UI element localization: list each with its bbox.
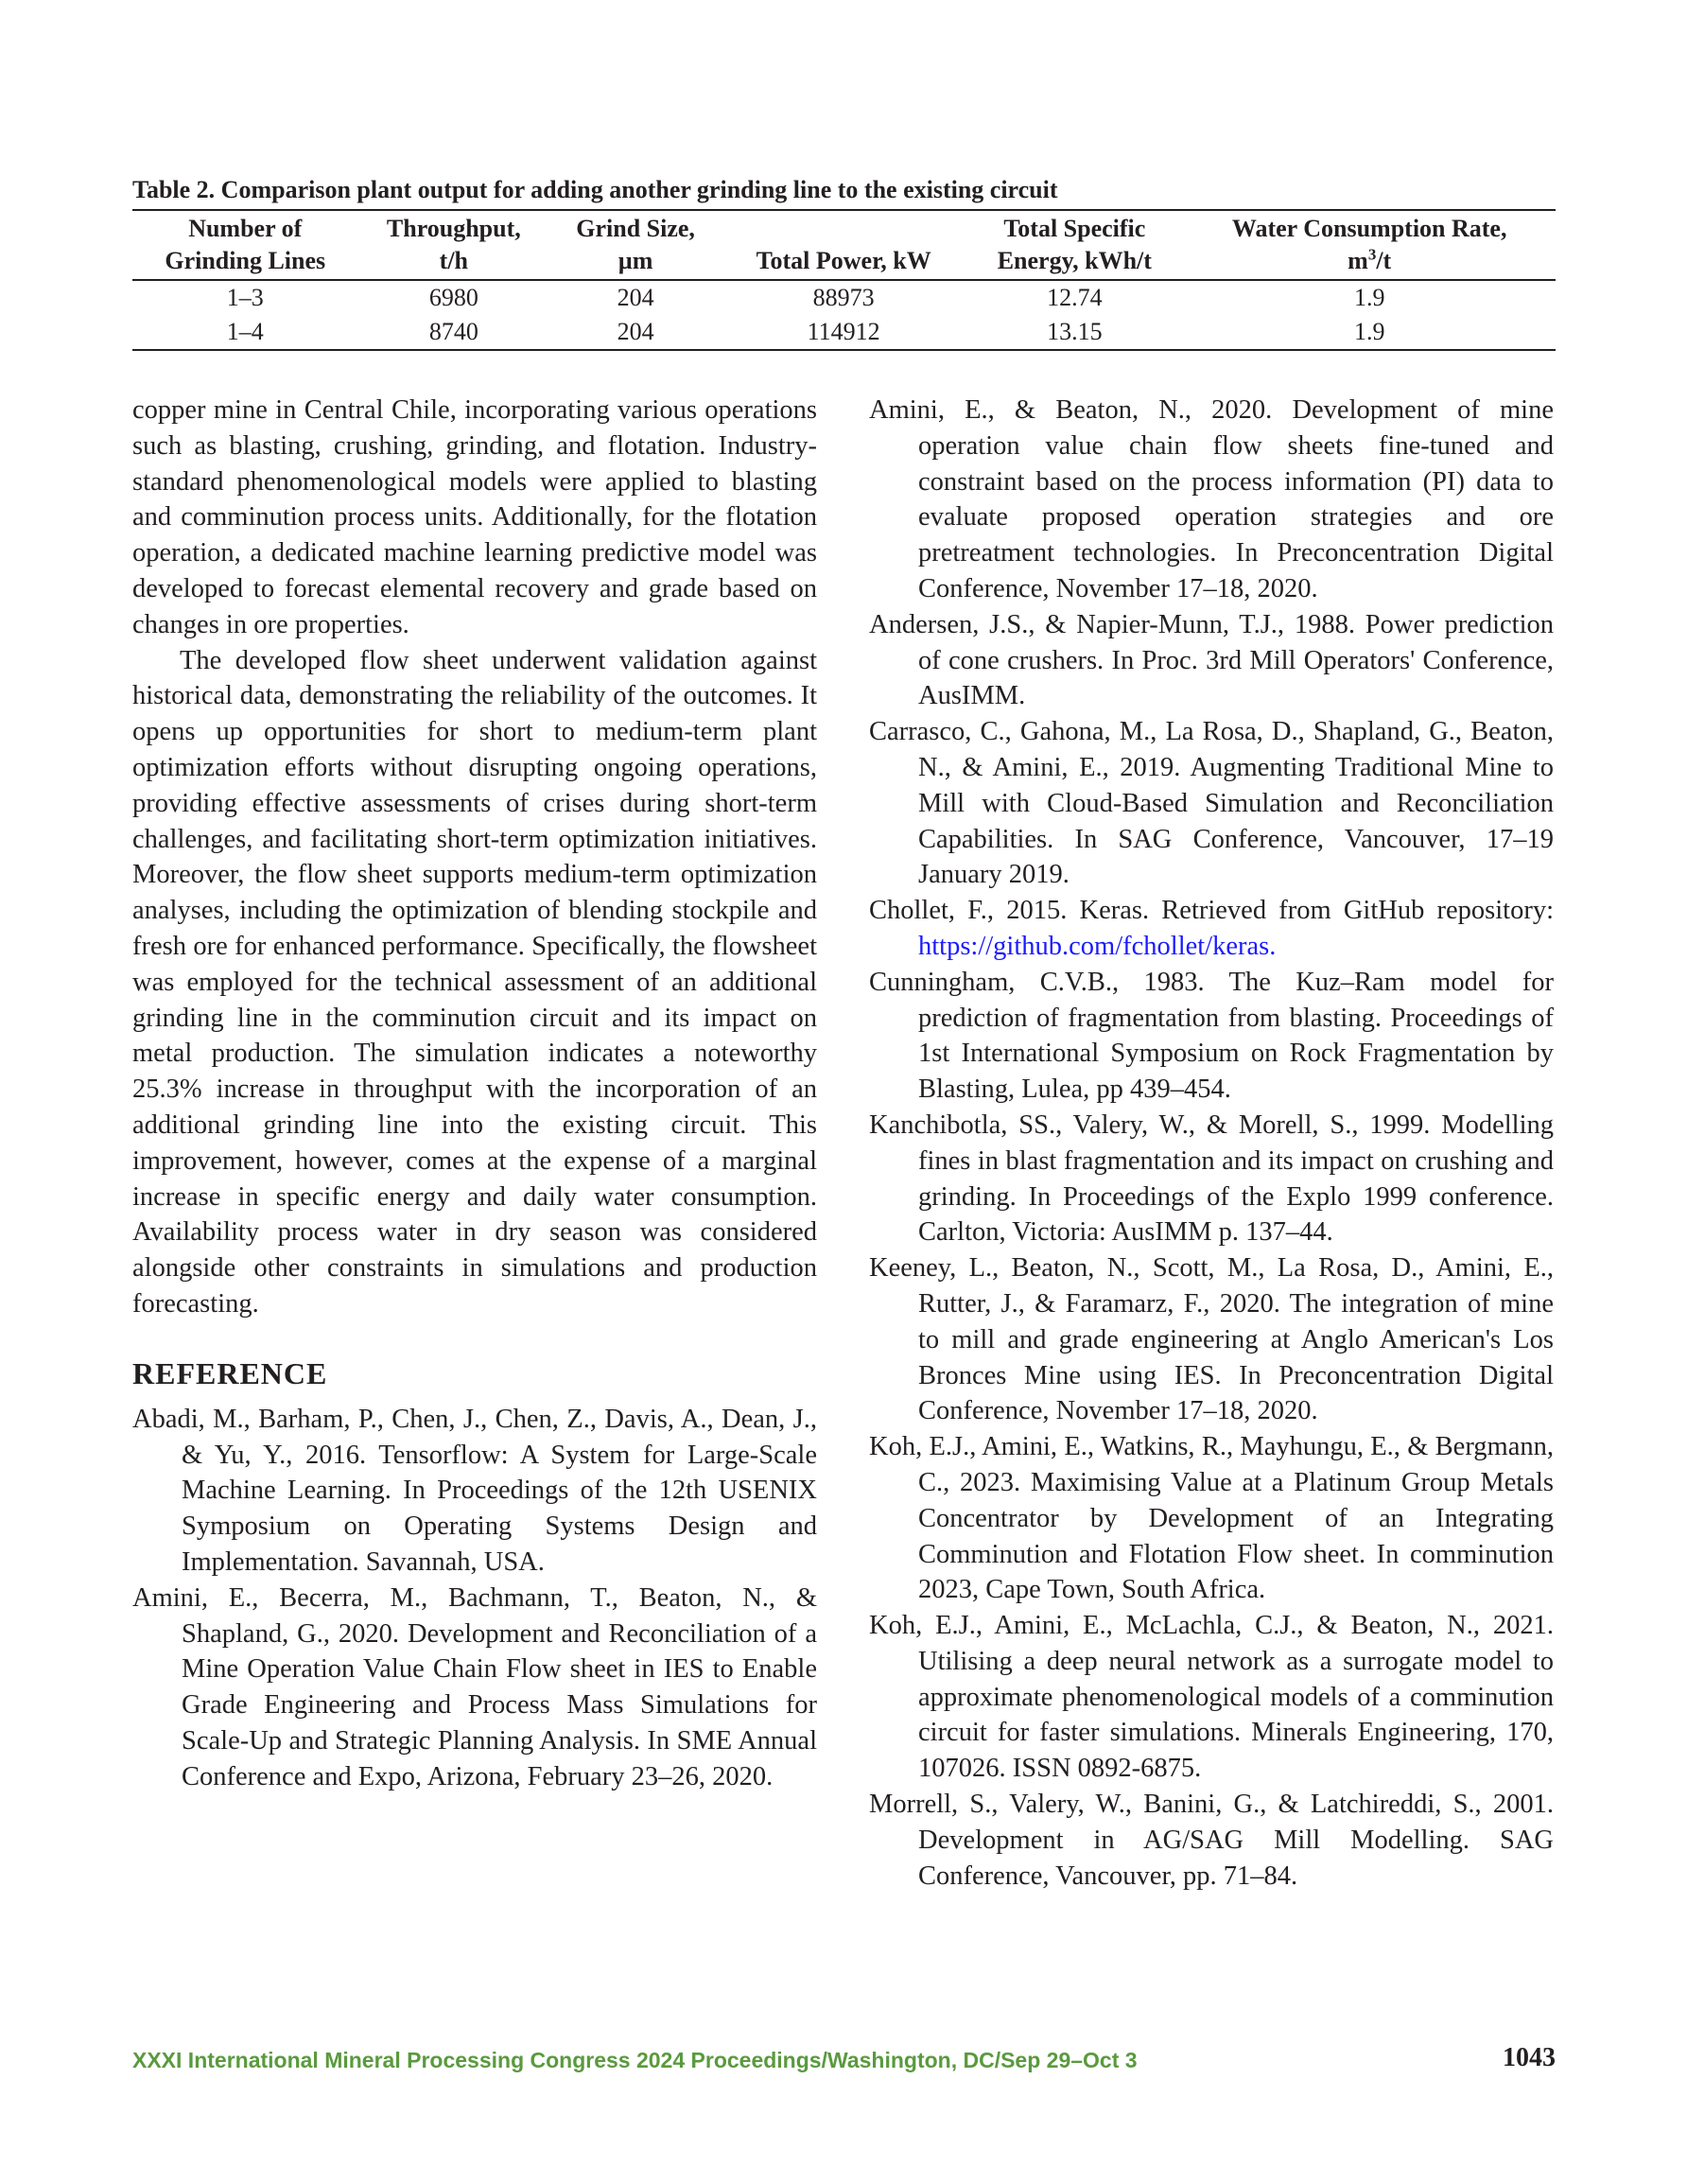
reference-entry-chollet: Chollet, F., 2015. Keras. Retrieved from GitHub repository: https://github.com/fchollet/keras.	[869, 896, 1554, 961]
table-cell: 13.15	[1047, 318, 1103, 345]
page-number: 1043	[1503, 2043, 1556, 2072]
table-row	[132, 280, 1556, 315]
table-cell: 204	[617, 318, 654, 345]
reference-entry: Keeney, L., Beaton, N., Scott, M., La Rosa, D., Amini, E., Rutter, J., & Faramarz, F., 2020. The integration of mine to mill and grade engineering at Anglo American's Los Bronces Mine using IES. In Preconcentration Digital Conference, November 17–18, 2020.	[869, 1253, 1554, 1426]
reference-entry: Amini, E., & Beaton, N., 2020. Development of mine operation value chain flow sheets fine-tuned and constraint based on the process information (PI) data to evaluate proposed operation strategies and ore pretreatment technologies. In Preconcentration Digital Conference, November 17–18, 2020.	[869, 395, 1554, 603]
table-cell: 114912	[807, 318, 880, 345]
table-cell: 6980	[428, 284, 478, 311]
footer-conference: XXXI International Mineral Processing Congress 2024 Proceedings/Washington, DC/Sep 29–Oct 3	[132, 2048, 1138, 2072]
body-paragraph: copper mine in Central Chile, incorporating various operations such as blasting, crushing, grinding, and flotation. Industry-standard phenomenological models were applied to blasting and comminution process units. Additionally, for the flotation operation, a dedicated machine learning predictive model was developed to forecast elemental recovery and grade based on changes in ore properties.	[132, 395, 817, 639]
table-cell: 1.9	[1353, 318, 1385, 345]
reference-entry: Andersen, J.S., & Napier-Munn, T.J., 1988. Power prediction of cone crushers. In Proc. 3rd Mill Operators' Conference, AusIMM.	[869, 609, 1554, 711]
header-water-consumption: Water Consumption Rate, $m^3/t$	[1231, 215, 1507, 274]
keras-github-link[interactable]: https://github.com/fchollet/keras.	[918, 931, 1277, 961]
reference-entry: Amini, E., Becerra, M., Bachmann, T., Beaton, N., & Shapland, G., 2020. Development and Reconciliation of a Mine Operation Value Chain Flow sheet in IES to Enable Grade Engineering and Process Mass Simulations for Scale-Up and Strategic Planning Analysis. In SME Annual Conference and Expo, Arizona, February 23–26, 2020.	[132, 1582, 817, 1791]
header-grind-size: Grind Size, µm	[576, 215, 695, 274]
header-throughput: Throughput, t/h	[386, 215, 521, 274]
body-paragraph: The developed flow sheet underwent validation against historical data, demonstrating the reliability of the outcomes. It opens up opportunities for short to medium-term plant optimization efforts without disrupting ongoing operations, providing effective assessments of crises during short-term challenges, and facilitating short-term optimization initiatives. Moreover, the flow sheet supports medium-term optimization analyses, including the optimization of blending stockpile and fresh ore for enhanced performance. Specifically, the flowsheet was employed for the technical assessment of an additional grinding line in the comminution circuit and its impact on metal production. The simulation indicates a noteworthy 25.3% increase in throughput with the incorporation of an additional grinding line into the existing circuit. This improvement, however, comes at the expense of a marginal increase in specific energy and daily water consumption. Availability process water in dry season was considered alongside other constraints in simulations and production forecasting.	[132, 645, 817, 1319]
reference-heading: REFERENCE	[132, 1355, 328, 1390]
table-cell: 1–4	[226, 318, 264, 345]
reference-entry: Kanchibotla, SS., Valery, W., & Morell, S., 1999. Modelling fines in blast fragmentation and its impact on crushing and grinding. In Proceedings of the Explo 1999 conference. Carlton, Victoria: AusIMM p. 137–44.	[869, 1109, 1554, 1248]
table-header-row	[132, 210, 1556, 280]
table-cell: 8740	[428, 318, 478, 345]
header-grinding-lines: Number of Grinding Lines	[165, 215, 326, 274]
right-column	[869, 393, 1554, 1894]
left-column	[132, 393, 817, 1794]
table-cell: 204	[617, 284, 654, 311]
table-cell: 1.9	[1353, 284, 1385, 311]
table-cell: 1–3	[226, 284, 264, 311]
table-row	[132, 315, 1556, 350]
table-cell: 88973	[812, 284, 875, 311]
header-specific-energy: Total Specific Energy, kWh/t	[997, 215, 1152, 274]
table-2	[132, 175, 1556, 351]
header-total-power: Total Power, kW	[756, 247, 931, 274]
reference-entry: Koh, E.J., Amini, E., Watkins, R., Mayhungu, E., & Bergmann, C., 2023. Maximising Value at a Platinum Group Metals Concentrator by Development of an Integrating Comminution and Flotation Flow sheet. In comminution 2023, Cape Town, South Africa.	[869, 1432, 1554, 1605]
table-cell: 12.74	[1047, 284, 1103, 311]
reference-entry: Morrell, S., Valery, W., Banini, G., & Latchireddi, S., 2001. Development in AG/SAG Mill Modelling. SAG Conference, Vancouver, pp. 71–84.	[869, 1790, 1554, 1891]
reference-entry: Carrasco, C., Gahona, M., La Rosa, D., Shapland, G., Beaton, N., & Amini, E., 2019. Augmenting Traditional Mine to Mill with Cloud-Based Simulation and Reconciliation Capabilities. In SAG Conference, Vancouver, 17–19 January 2019.	[869, 717, 1554, 890]
reference-entry: Cunningham, C.V.B., 1983. The Kuz–Ram model for prediction of fragmentation from blasting. Proceedings of 1st International Symposium on Rock Fragmentation by Blasting, Lulea, pp 439–454.	[869, 967, 1554, 1105]
reference-entry: Koh, E.J., Amini, E., McLachla, C.J., & Beaton, N., 2021. Utilising a deep neural network as a surrogate model to approximate phenomenological models of a comminution circuit for faster simulations. Minerals Engineering, 170, 107026. ISSN 0892-6875.	[869, 1611, 1554, 1784]
reference-entry: Abadi, M., Barham, P., Chen, J., Chen, Z., Davis, A., Dean, J., & Yu, Y., 2016. Tensorflow: A System for Large-Scale Machine Learning. In Proceedings of the 12th USENIX Symposium on Operating Systems Design and Implementation. Savannah, USA.	[132, 1404, 817, 1577]
table-caption: Table 2. Comparison plant output for adding another grinding line to the existing circuit	[132, 176, 1058, 203]
comparison-table	[132, 209, 1556, 351]
